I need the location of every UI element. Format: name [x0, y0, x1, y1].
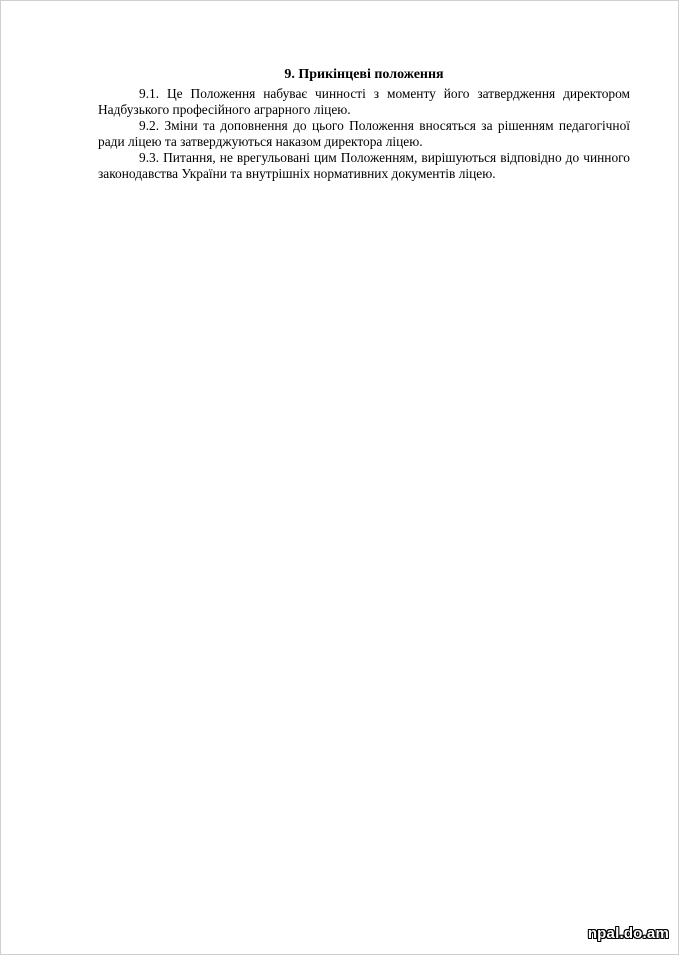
section-title: 9. Прикінцеві положення	[284, 67, 444, 82]
paragraph-9-2: 9.2. Зміни та доповнення до цього Положення вносяться за рішенням педагогічної ради ліцею та затверджуються наказом директора ліцею.	[98, 118, 630, 149]
paragraph-9-1: 9.1. Це Положення набуває чинності з моменту його затвердження директором Надбузького професійного аграрного ліцею.	[98, 86, 630, 117]
site-watermark: npal.do.am	[587, 925, 669, 942]
document-body	[98, 66, 630, 182]
paragraph-9-3: 9.3. Питання, не врегульовані цим Положенням, вирішуються відповідно до чинного законодавства України та внутрішніх нормативних документів ліцею.	[98, 150, 630, 181]
